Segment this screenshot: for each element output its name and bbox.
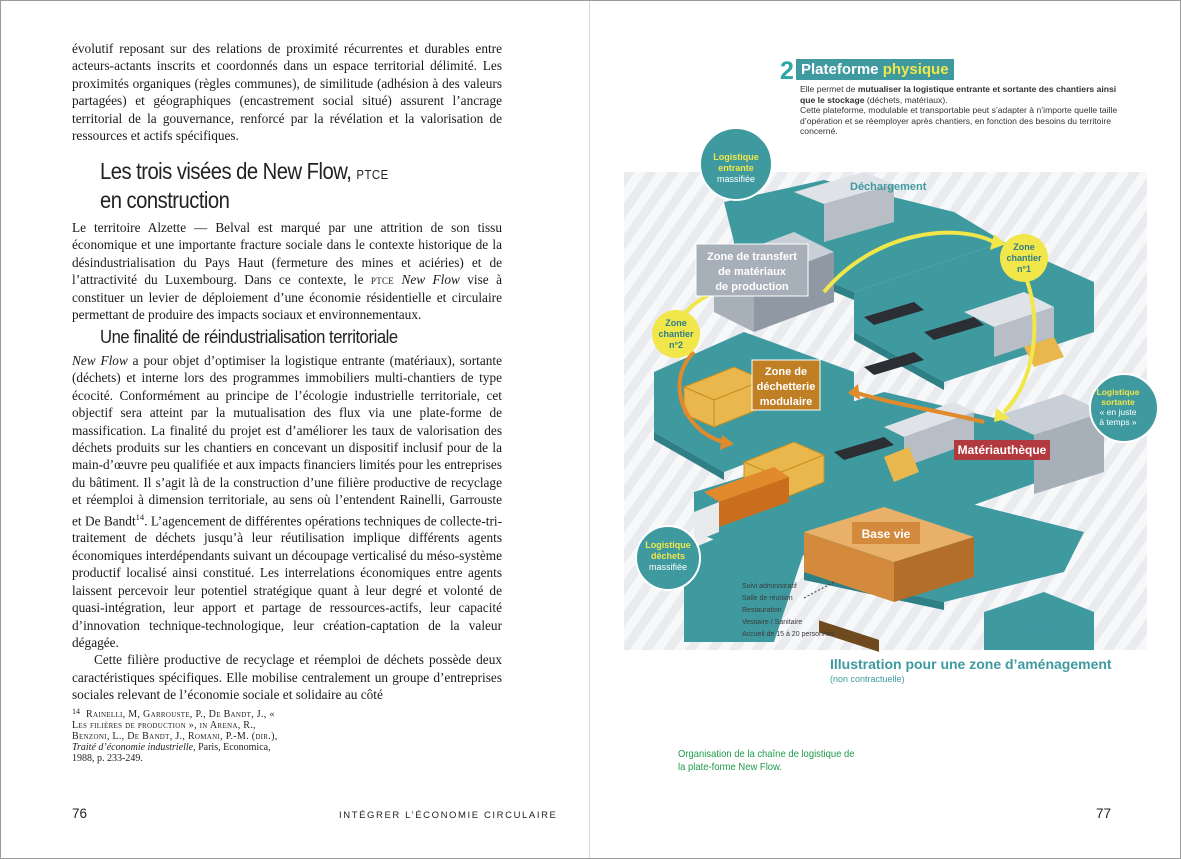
label-logistique-entrante (700, 128, 772, 200)
section-title-ptce: ptce (356, 163, 389, 183)
log-sortante-line3: « en juste (1099, 407, 1137, 417)
footnote-text-3: , Paris, Economica, 1988, p. 233-249. (72, 742, 271, 764)
intro-paragraph-block (72, 40, 502, 144)
newflow-paragraph-block (72, 352, 502, 704)
service-4: Vestiaire / Sanitaire (742, 619, 803, 626)
territory-text-1: Le territoire Alzette — Belval est marqué par une attrition de son tissu économique et une importante fracture sociale dans le contexte historique de la désindustrialisation du Pays Haut (fermeture des mines et aciéries) et de l’attractivité du Luxembourg. Dans ce contexte, le (72, 220, 502, 288)
base-vie-text: Base vie (861, 527, 911, 541)
block-description (800, 84, 1120, 137)
chantier2-line1: Zone (665, 318, 687, 328)
label-zone-chantier-2 (652, 310, 700, 358)
footnote-text-1: Rainelli, M, Garrouste, P., De Bandt, J., « Les filières de production », in (72, 709, 275, 731)
chantier1-line1: Zone (1013, 242, 1035, 252)
log-dechets-line1: Logistique (645, 540, 691, 550)
service-1: Suivi administratif (742, 583, 797, 590)
subsection-title: Une finalité de réindustrialisation territoriale (100, 326, 398, 347)
log-entrante-line2: entrante (718, 163, 754, 173)
log-sortante-line2: sortante (1101, 397, 1135, 407)
dechetterie-line3: modulaire (759, 396, 813, 408)
block-title (796, 59, 954, 80)
illustration-caption-title: Illustration pour une zone d’aménagement (830, 656, 1112, 672)
service-3: Restauration (742, 607, 782, 614)
folio-right: 77 (1096, 806, 1112, 821)
log-inverse-line2: optimisée (1022, 621, 1066, 631)
section-title-part-b: en construction (100, 187, 230, 213)
logistics-illustration (624, 152, 1147, 650)
left-page (0, 0, 590, 859)
dechetterie-line2: déchetterie (756, 381, 816, 393)
chantier1-line3: n°1 (1016, 264, 1032, 274)
log-entrante-line3: massifiée (716, 174, 756, 184)
desc-bold: mutualiser la logistique entrante et sortante des chantiers ainsi que le stockage (800, 84, 1117, 105)
log-sortante-line1: Logistique (1096, 387, 1140, 397)
block-title-b: physique (882, 61, 949, 78)
footnote-number: 14 (72, 707, 80, 716)
figure-caption: Organisation de la chaîne de logistique de la plate-forme New Flow. (678, 748, 855, 773)
log-dechets-line2: déchets (650, 551, 686, 561)
label-zone-chantier-1 (1000, 234, 1048, 282)
territory-newflow: New Flow (401, 272, 460, 288)
transfert-line3: de production (715, 281, 789, 293)
log-dechets-line3: massifiée (648, 562, 688, 572)
newflow-text-1: a pour objet d’optimiser la logistique entrante (matériaux), sortante (déchets) et interne lors des programmes immobiliers multi-chantiers de type écocité. Conformément au principe de l’écologie industrielle territoriale, cet objectif sera atteint par la mutualisation des flux via une plate-forme de massification. La finalité du projet est d’améliorer les taux de valorisation des déchets produits sur les chantiers en concevant un dispositif inclusif pour de la main-d’œuvre peu qualifiée et aux impacts financiers limités pour les entreprises du bâtiment. Il s’agit là de la construction d’une filière productive de recyclage et réemploi à dimension territoriale, au sens où l’entendent Rainelli, Garrouste et De Bandt (72, 353, 502, 529)
footnote (72, 706, 282, 764)
desc-text-2: (déchets, matériaux). (864, 94, 948, 105)
label-logistique-sortante (1090, 374, 1158, 442)
service-2: Salle de réunion (742, 595, 793, 602)
dechetterie-line1: Zone de (764, 366, 808, 378)
desc-text-1: Elle permet de (800, 84, 858, 94)
territory-paragraph-block (72, 219, 502, 323)
folio-left: 76 (72, 806, 88, 821)
log-sortante-line4: à temps » (1099, 417, 1137, 427)
block-title-a: Plateforme (801, 61, 883, 78)
label-zone-dechetterie (752, 360, 820, 410)
transfert-line1: Zone de transfert (707, 251, 797, 263)
illustration-caption-sub: (non contractuelle) (830, 674, 905, 684)
section-title-part-a: Les trois visées de New Flow, (100, 158, 357, 184)
footnote-book: Traité d’économie industrielle (72, 742, 194, 753)
desc-text-3: Cette plateforme, modulable et transportable peut s’adapter à n’importe quelle taille d’opération et se réemployer après chantiers, en fonction des besoins du territoire concerné. (800, 105, 1118, 137)
intro-paragraph: évolutif reposant sur des relations de proximité récurrentes et durables entre acteurs-actants inscrits et coordonnés dans un espace territorial délimité. Les proximités organiques (règles communes), de similitude (adhésion à des valeurs partagées) et géographiques (encastrement social situé) assurent l’ancrage territorial de la gouvernance, renforcé par la révélation et la valorisation de ressources et actifs spécifiques. (72, 41, 502, 144)
newflow-name: New Flow (72, 353, 128, 368)
label-logistique-dechets (636, 526, 700, 590)
chantier2-line2: chantier (658, 329, 694, 339)
materiautheque-text: Matériauthèque (957, 443, 1047, 457)
chantier2-line3: n°2 (668, 340, 684, 350)
illustration-svg (624, 152, 1147, 650)
right-page (590, 0, 1181, 859)
running-head: INTÉGRER L’ÉCONOMIE CIRCULAIRE (339, 810, 558, 821)
block-number: 2 (780, 57, 794, 85)
territory-paragraph (72, 219, 502, 323)
label-dechargement: Déchargement (850, 181, 927, 193)
chantier1-line2: chantier (1006, 253, 1042, 263)
service-5: Accueil de 15 à 20 personnes (742, 631, 835, 638)
label-materiautheque (954, 440, 1050, 460)
newflow-text-2: . L’agencement de différentes opérations techniques de collecte-tri-traitement de déchets jusqu’à leur réutilisation implique différents agents économiques interdépendants suivant un découpage verticalisé du méso-système productif localisé ainsi constitué. Les interrelations économiques entre agents laissent percevoir leur potentiel stratégique quant à leur degré et volonté de quasi-intégration, leur apport et partage de ressources-actifs, leur capacité d’innovation technique-technologique, leur création-captation de la valeur dégagée. (72, 513, 503, 650)
section-title (100, 158, 470, 214)
footnote-reference[interactable]: 14 (135, 511, 145, 522)
label-zone-transfert (696, 244, 808, 296)
footnote-text-2: , R., Benzoni, L., De Bandt, J., Romani, P.-M. (dir.), (72, 720, 278, 742)
log-entrante-line1: Logistique (713, 152, 759, 162)
newflow-paragraph (72, 352, 502, 651)
last-paragraph: Cette filière productive de recyclage et réemploi de déchets possède deux caractéristiques spécifiques. Elle mobilise centralement un groupe d’entreprises sociales relevant de l’économie sociale et solidaire au côté (72, 652, 502, 703)
log-inverse-line1: Logistique inverse (1004, 610, 1084, 620)
label-base-vie (852, 522, 920, 544)
transfert-line2: de matériaux (718, 266, 786, 278)
footnote-arena: Arena (209, 720, 238, 731)
territory-ptce: ptce (370, 272, 395, 288)
territory-text-2: vise à constituer un levier de déploiement d’une économie résidentielle et circulaire permettant de produire des impacts sociaux et environnementaux. (72, 272, 502, 323)
